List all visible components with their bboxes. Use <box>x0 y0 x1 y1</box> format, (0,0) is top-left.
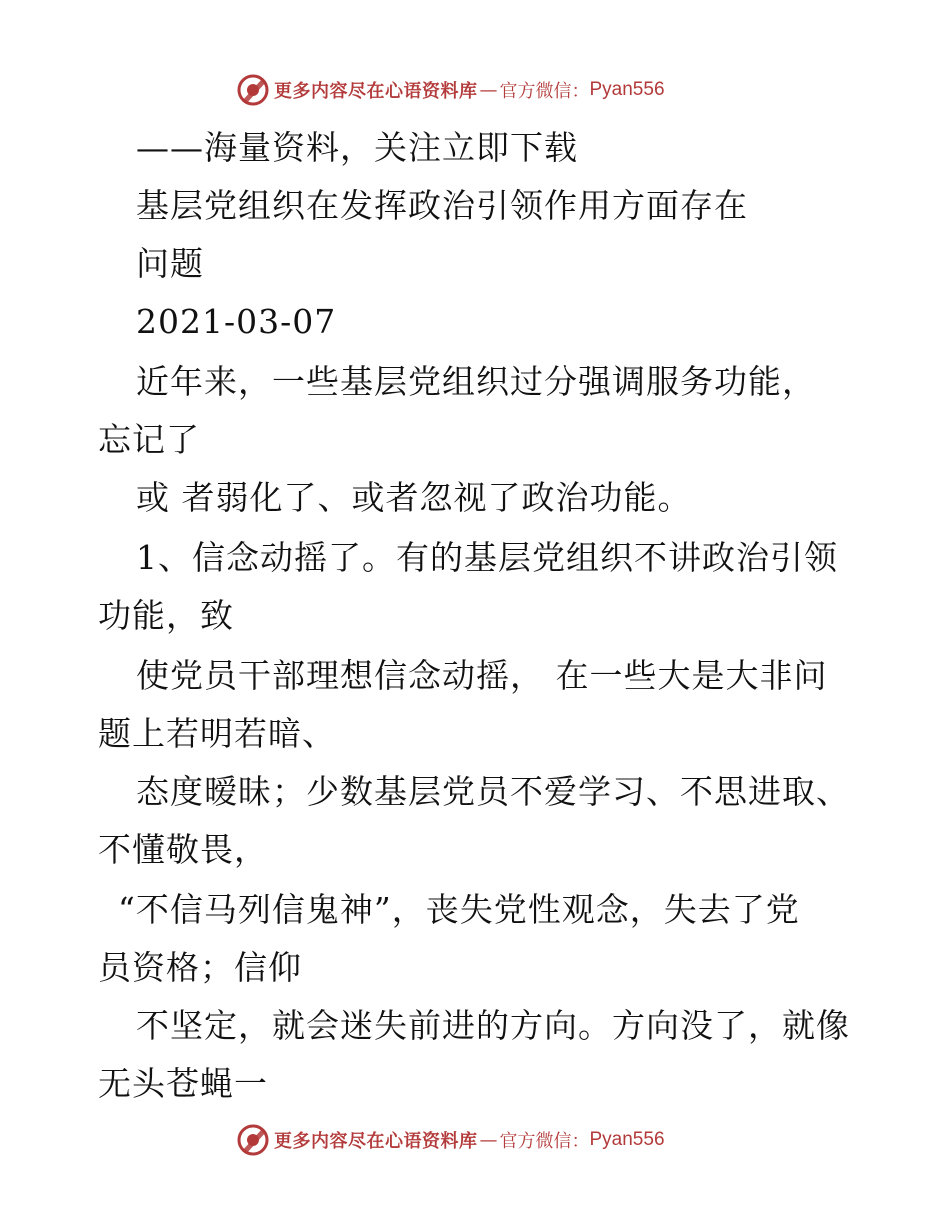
doc-line-9: 功能，致 <box>98 596 234 635</box>
doc-line-11: 题上若明若暗、 <box>98 714 336 753</box>
doc-line-6: 忘记了 <box>98 420 200 459</box>
doc-line-13: 不懂敬畏， <box>98 830 268 869</box>
doc-title-line-2: 问题 <box>136 244 204 283</box>
doc-date: 2021-03-07 <box>136 302 337 341</box>
banner-dash: — <box>479 1129 498 1151</box>
banner-wechat-id: Pyan556 <box>589 1129 665 1150</box>
banner-slogan: 更多内容尽在心语资料库 <box>274 1131 478 1152</box>
doc-line-17: 无头苍蝇一 <box>98 1064 268 1103</box>
doc-line-7: 或 者弱化了、或者忽视了政治功能。 <box>136 478 692 517</box>
header-watermark-banner <box>236 72 665 108</box>
doc-line-14: “不信马列信鬼神”，丧失党性观念，失去了党 <box>118 890 800 929</box>
doc-line-1: ——海量资料，关注立即下载 <box>136 128 578 167</box>
doc-line-16: 不坚定，就会迷失前进的方向。方向没了，就像 <box>136 1006 850 1045</box>
pen-logo-icon <box>236 1123 270 1157</box>
doc-line-8: 1、信念动摇了。有的基层党组织不讲政治引领 <box>136 538 838 577</box>
pen-logo-icon <box>236 73 270 107</box>
doc-line-12: 态度暧昧；少数基层党员不爱学习、不思进取、 <box>136 772 850 811</box>
banner-slogan: 更多内容尽在心语资料库 <box>274 81 478 102</box>
doc-line-15: 员资格；信仰 <box>98 948 302 987</box>
banner-wechat-id: Pyan556 <box>589 79 665 100</box>
banner-wechat-label: 官方微信： <box>499 81 590 102</box>
doc-title-line-1: 基层党组织在发挥政治引领作用方面存在 <box>136 186 748 225</box>
doc-line-10: 使党员干部理想信念动摇， 在一些大是大非问 <box>136 656 828 695</box>
footer-watermark-banner <box>236 1122 665 1158</box>
doc-line-5: 近年来，一些基层党组织过分强调服务功能， <box>136 362 816 401</box>
banner-wechat-label: 官方微信： <box>499 1131 590 1152</box>
banner-dash: — <box>479 79 498 101</box>
